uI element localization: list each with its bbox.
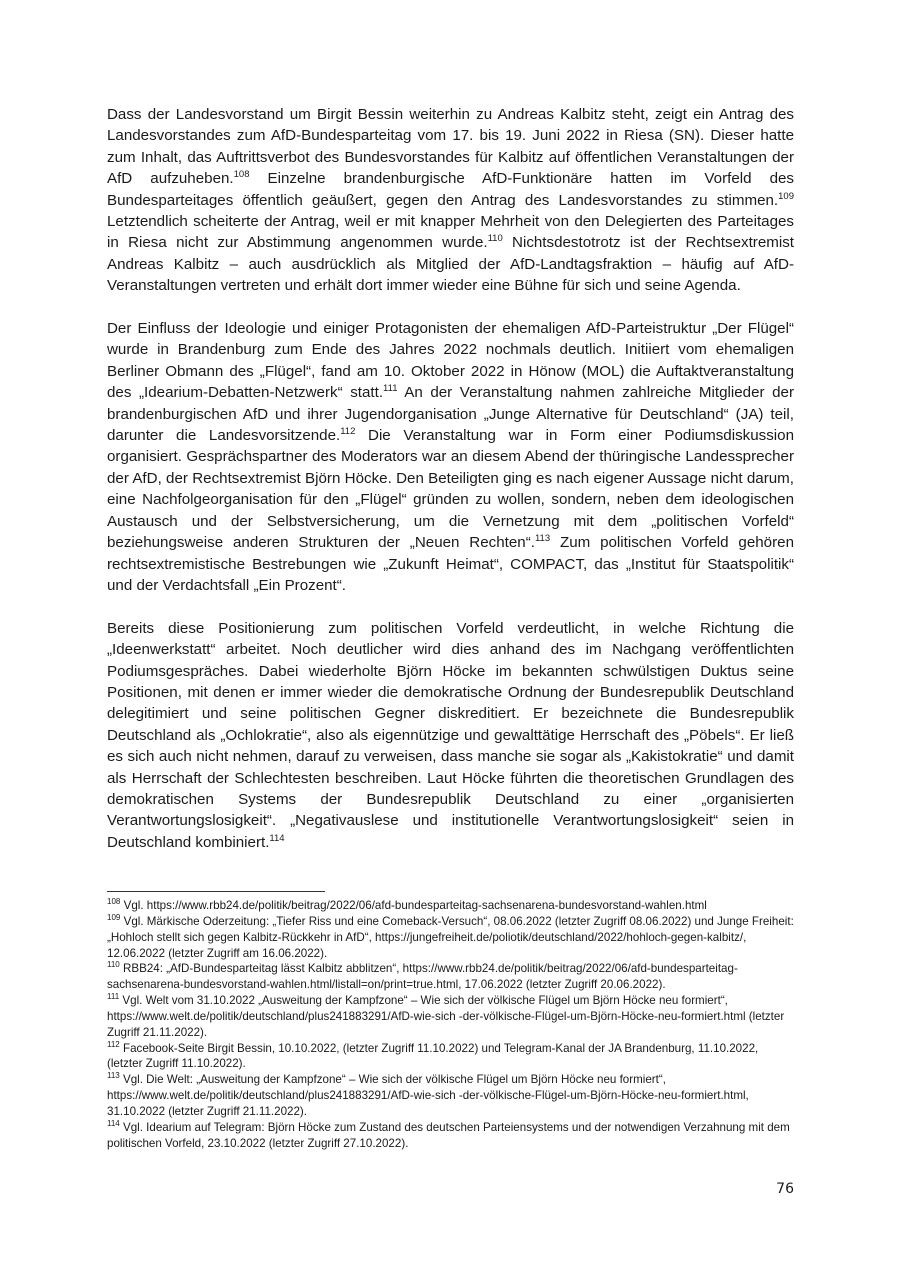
footnote-reference: 109 (778, 190, 794, 202)
footnote-number: 113 (107, 1071, 120, 1081)
footnote-reference: 108 (233, 169, 250, 181)
footnote-number: 111 (107, 992, 120, 1002)
footnote-number: 108 (107, 897, 121, 907)
paragraph (107, 318, 794, 596)
footnote (107, 1041, 794, 1073)
footnote-reference: 112 (340, 426, 356, 438)
footnote-text: Vgl. Welt vom 31.10.2022 „Ausweitung der Kampfzone“ – Wie sich der völkische Flügel um Björn Höcke neu formiert“, https://www.welt.de/politik/deutschland/plus241883291/AfD-wie-sich -der-völkische-Flügel-um-Björn-Höcke-neu-formiert.html (letzter Zugriff 21.11.2022). (107, 994, 785, 1039)
footnote-text: RBB24: „AfD-Bundesparteitag lässt Kalbitz abblitzen“, https://www.rbb24.de/politik/beitrag/2022/06/afd-bundesparteitag-sachsenarena-bundesvorstand-wahlen.html/listall=on/print=true.html, 17.06.2022 (letzter Zugriff 20.06.2022). (107, 962, 738, 992)
paragraph (107, 104, 794, 297)
footnote-reference: 111 (383, 383, 398, 395)
paragraph (107, 618, 794, 853)
paragraph-text: Zum politischen Vorfeld gehören rechtsextremistische Bestrebungen wie „Zukunft Heimat“, COMPACT, das „Institut für Staatspolitik“ und der Verdachtsfall „Ein Prozent“. (107, 534, 794, 594)
paragraph-text: Nichtsdestotrotz ist der Rechtsextremist Andreas Kalbitz – auch ausdrücklich als Mitglied der AfD-Landtagsfraktion – häufig auf AfD-Veranstaltungen vertreten und erhält dort immer wieder eine Bühne für sich und seine Agenda. (107, 234, 794, 295)
footnote-reference: 114 (269, 832, 285, 844)
footnote (107, 961, 794, 993)
page-number: 76 (776, 1181, 794, 1197)
footnote (107, 1120, 794, 1152)
footnote-reference: 113 (534, 533, 551, 545)
footnote-number: 109 (107, 912, 121, 922)
body-text (107, 104, 794, 875)
paragraph-text: Die Veranstaltung war in Form einer Podiumsdiskussion organisiert. Gesprächspartner des Moderators war an diesem Abend der thüringische Landessprecher der AfD, der Rechtsextremist Björn Höcke. Den Beteiligten ging es nach eigener Aussage nicht darum, eine Nachfolgeorganisation für den „Flügel“ gründen zu wollen, sondern, neben dem ideologischen Austausch und der Selbstversicherung, um die Vernetzung mit dem „politischen Vorfeld“ beziehungsweise anderen Strukturen der „Neuen Rechten“. (107, 427, 794, 552)
footnote-separator (107, 891, 325, 892)
paragraph-text: Letztendlich scheiterte der Antrag, weil er mit knapper Mehrheit von den Delegierten des Parteitages in Riesa nicht zur Abstimmung angenommen wurde. (107, 213, 794, 252)
footnote-text: Facebook-Seite Birgit Bessin, 10.10.2022, (letzter Zugriff 11.10.2022) und Telegram-Kanal der JA Brandenburg, 11.10.2022, (letzter Zugriff 11.10.2022). (107, 1041, 759, 1071)
footnote-text: Vgl. Idearium auf Telegram: Björn Höcke zum Zustand des deutschen Parteiensystems und der notwendigen Verzahnung mit dem politischen Vorfeld, 23.10.2022 (letzter Zugriff 27.10.2022). (107, 1120, 790, 1150)
footnote (107, 1072, 794, 1120)
footnote (107, 993, 794, 1041)
footnote-number: 110 (107, 960, 120, 970)
paragraph-text: Einzelne brandenburgische AfD-Funktionäre hatten im Vorfeld des Bundesparteitages öffentlich geäußert, gegen den Antrag des Landesvorstandes zu stimmen. (107, 170, 794, 209)
footnote-text: Vgl. Märkische Oderzeitung: „Tiefer Riss und eine Comeback-Versuch“, 08.06.2022 (letzter Zugriff 08.06.2022) und Junge Freiheit: „Hohloch stellt sich gegen Kalbitz-Rückkehr in AfD“, https://jungefreiheit.de/poliotik/deutschland/2022/hohloch-gegen-kalbitz/, 12.06.2022 (letzter Zugriff am 16.06.2022). (107, 914, 794, 960)
paragraph-text: An der Veranstaltung nahmen zahlreiche Mitglieder der brandenburgischen AfD und ihrer Jugendorganisation „Junge Alternative für Deutschland“ (JA) teil, darunter die Landesvorsitzende. (107, 384, 794, 445)
footnote-text: Vgl. Die Welt: „Ausweitung der Kampfzone“ – Wie sich der völkische Flügel um Björn Höcke neu formiert“, https://www.welt.de/politik/deutschland/plus241883291/AfD-wie-sich -der-völkische-Flügel-um-Björn-Höcke-neu-formiert.html, 31.10.2022 (letzter Zugriff 21.11.2022). (107, 1073, 749, 1118)
paragraph-text: Dass der Landesvorstand um Birgit Bessin weiterhin zu Andreas Kalbitz steht, zeigt ein Antrag des Landesvorstandes zum AfD-Bundesparteitag vom 17. bis 19. Juni 2022 in Riesa (SN). Dieser hatte zum Inhalt, das Auftrittsverbot des Bundesvorstandes für Kalbitz auf öffentlichen Veranstaltungen der AfD aufzuheben. (107, 106, 794, 188)
footnote (107, 914, 794, 962)
footnote-text: Vgl. https://www.rbb24.de/politik/beitrag/2022/06/afd-bundesparteitag-sachsenarena-bundesvorstand-wahlen.html (120, 899, 707, 912)
footnote-number: 112 (107, 1039, 120, 1049)
footnote (107, 898, 794, 914)
paragraph-text: Bereits diese Positionierung zum politischen Vorfeld verdeutlicht, in welche Richtung die „Ideenwerkstatt“ arbeitet. Noch deutlicher wird dies anhand des im Nachgang veröffentlichten Podiumsgespräches. Dabei wiederholte Björn Höcke im bekannten schwülstigen Duktus seine Positionen, mit denen er immer wieder die demokratische Ordnung der Bundesrepublik Deutschland delegitimiert und seine politischen Gegner diskreditiert. Er bezeichnete die Bundesrepublik Deutschland als „Ochlokratie“, also als eigennützige und gewalttätige Herrschaft des „Pöbels“. Er ließ es sich auch nicht nehmen, darauf zu verweisen, dass manche sie sogar als „Kakistokratie“ und damit als Herrschaft der Schlechtesten beschreiben. Laut Höcke führten die theoretischen Grundlagen des demokratischen Systems der Bundesrepublik Deutschland zu einer „organisierten Verantwortungslosigkeit“. „Negativauslese und institutionelle Verantwortungslosigkeit“ seien in Deutschland kombiniert. (107, 619, 794, 851)
footnote-reference: 110 (487, 233, 503, 245)
footnotes (107, 898, 794, 1152)
paragraph-text: Der Einfluss der Ideologie und einiger Protagonisten der ehemaligen AfD-Parteistruktur „Der Flügel“ wurde in Brandenburg zum Ende des Jahres 2022 nochmals deutlich. Initiiert vom ehemaligen Berliner Obmann des „Flügel“, fand am 10. Oktober 2022 in Hönow (MOL) die Auftaktveranstaltung des „Idearium-Debatten-Netzwerk“ statt. (107, 320, 794, 402)
footnote-number: 114 (107, 1118, 120, 1128)
